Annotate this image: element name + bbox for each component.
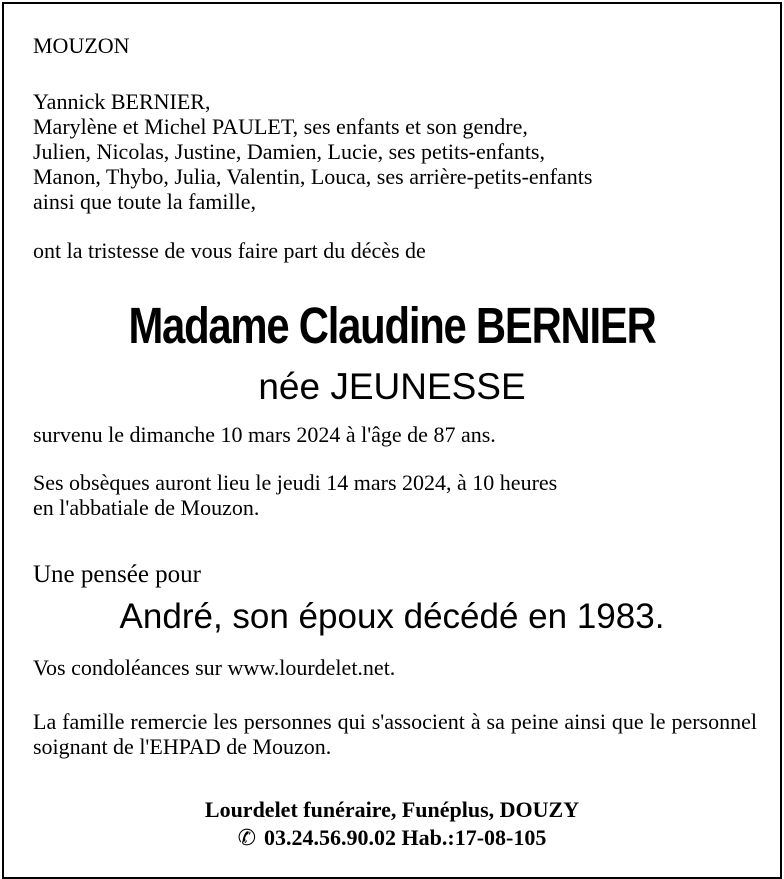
death-details: survenu le dimanche 10 mars 2024 à l'âge de 87 ans. (33, 422, 496, 447)
family-line-2: Marylène et Michel PAULET, ses enfants et son gendre, (33, 114, 528, 139)
town-header: MOUZON (33, 33, 130, 58)
condolences-text: Vos condoléances sur www.lourdelet.net. (33, 655, 396, 680)
funeral-line-2: en l'abbatiale de Mouzon. (33, 495, 260, 520)
family-line-1: Yannick BERNIER, (33, 89, 211, 114)
remembrance-intro: Une pensée pour (33, 561, 201, 588)
family-line-4: Manon, Thybo, Julia, Valentin, Louca, ses arrière-petits-enfants (33, 164, 593, 189)
funeral-home-contact (4, 824, 780, 851)
maiden-name: née JEUNESSE (258, 366, 526, 407)
family-line-5: ainsi que toute la famille, (33, 189, 256, 214)
funeral-home-name: Lourdelet funéraire, Funéplus, DOUZY (204, 797, 580, 822)
thanks-paragraph: La famille remercie les personnes qui s'associent à sa peine ainsi que le personnel soignant de l'EHPAD de Mouzon. (33, 709, 757, 759)
funeral-line-1: Ses obsèques auront lieu le jeudi 14 mars 2024, à 10 heures (33, 470, 558, 495)
announcement-text: ont la tristesse de vous faire part du décès de (33, 238, 426, 263)
spouse-remembrance: André, son époux décédé en 1983. (119, 597, 665, 636)
family-line-3: Julien, Nicolas, Justine, Damien, Lucie, ses petits-enfants, (33, 139, 545, 164)
phone-line: 03.24.56.90.02 Hab.:17-08-105 (264, 825, 547, 850)
obituary-notice (2, 2, 782, 879)
deceased-name: Madame Claudine BERNIER (128, 297, 656, 354)
telephone-icon: ✆ (237, 825, 257, 850)
